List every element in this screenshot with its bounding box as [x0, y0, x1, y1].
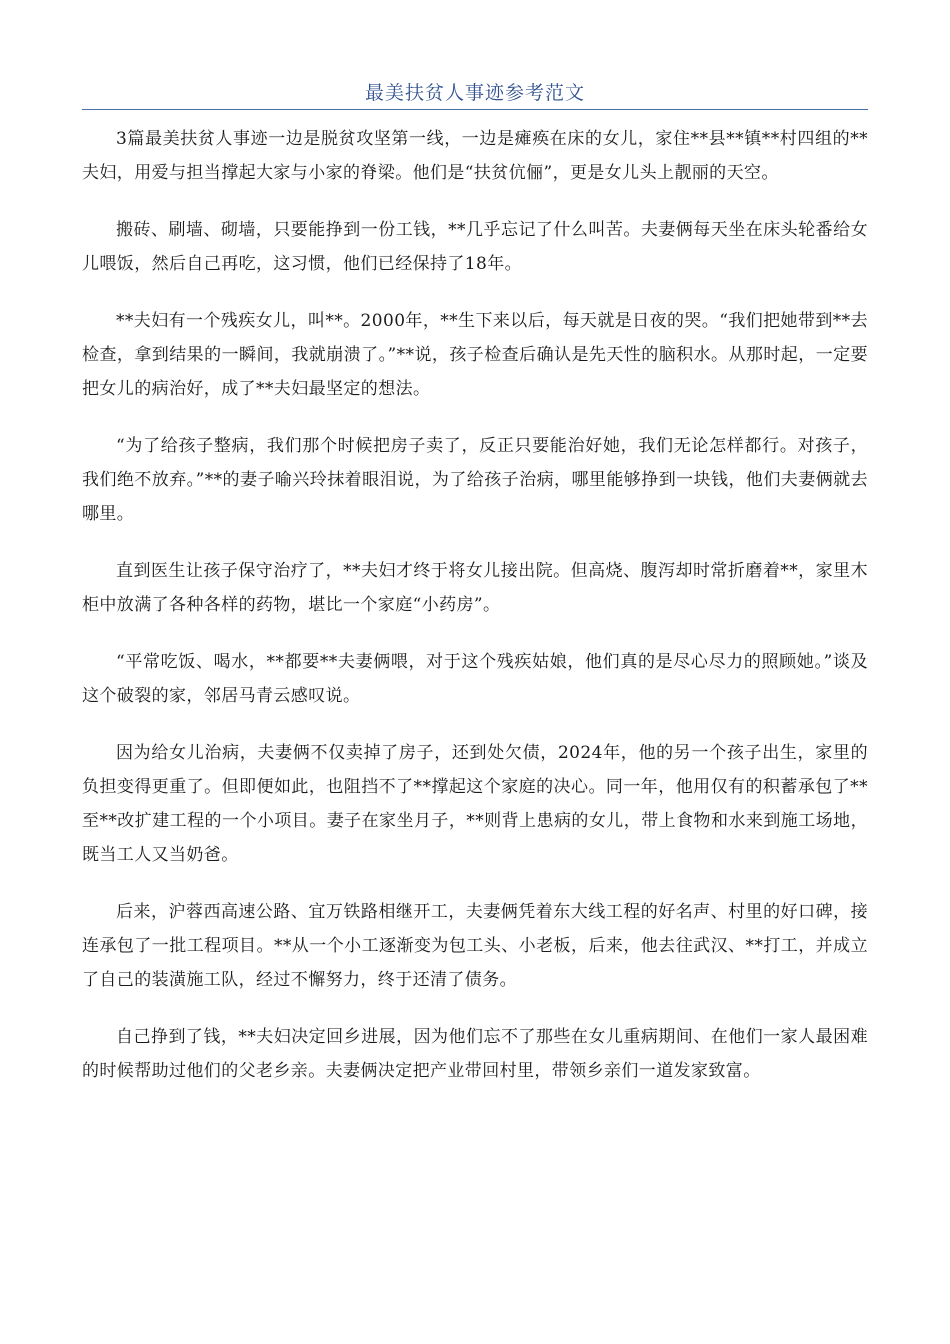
- paragraph-4: “为了给孩子整病，我们那个时候把房子卖了，反正只要能治好她，我们无论怎样都行。对孩子，我们绝不放弃。”**的妻子喻兴玲抹着眼泪说，为了给孩子治病，哪里能够挣到一块钱，他们夫妻俩就去哪里。: [82, 436, 868, 524]
- document-body: [82, 122, 868, 1111]
- paragraph-9: 自己挣到了钱，**夫妇决定回乡进展，因为他们忘不了那些在女儿重病期间、在他们一家人最困难的时候帮助过他们的父老乡亲。夫妻俩决定把产业带回村里，带领乡亲们一道发家致富。: [82, 1027, 868, 1081]
- paragraph-5: 直到医生让孩子保守治疗了，**夫妇才终于将女儿接出院。但高烧、腹泻却时常折磨着**，家里木柜中放满了各种各样的药物，堪比一个家庭“小药房”。: [82, 561, 868, 615]
- paragraph-1: 3篇最美扶贫人事迹一边是脱贫攻坚第一线，一边是瘫痪在床的女儿，家住**县**镇**村四组的**夫妇，用爱与担当撑起大家与小家的脊梁。他们是“扶贫伉俪”，更是女儿头上靓丽的天空。: [82, 129, 868, 183]
- paragraph-2: 搬砖、刷墙、砌墙，只要能挣到一份工钱，**几乎忘记了什么叫苦。夫妻俩每天坐在床头轮番给女儿喂饭，然后自己再吃，这习惯，他们已经保持了18年。: [82, 220, 868, 274]
- paragraph-6: “平常吃饭、喝水，**都要**夫妻俩喂，对于这个残疾姑娘，他们真的是尽心尽力的照顾她。”谈及这个破裂的家，邻居马青云感叹说。: [82, 652, 868, 706]
- paragraph-3: **夫妇有一个残疾女儿，叫**。2000年，**生下来以后，每天就是日夜的哭。“我们把她带到**去检查，拿到结果的一瞬间，我就崩溃了。”**说，孩子检查后确认是先天性的脑积水。从那时起，一定要把女儿的病治好，成了**夫妇最坚定的想法。: [82, 311, 868, 399]
- title-divider: [82, 109, 868, 110]
- document-title: 最美扶贫人事迹参考范文: [364, 82, 585, 104]
- paragraph-8: 后来，沪蓉西高速公路、宜万铁路相继开工，夫妻俩凭着东大线工程的好名声、村里的好口碑，接连承包了一批工程项目。**从一个小工逐渐变为包工头、小老板，后来，他去往武汉、**打工，并成立了自己的装潢施工队，经过不懈努力，终于还清了债务。: [82, 902, 868, 990]
- paragraph-7: 因为给女儿治病，夫妻俩不仅卖掉了房子，还到处欠债，2024年，他的另一个孩子出生，家里的负担变得更重了。但即便如此，也阻挡不了**撑起这个家庭的决心。同一年，他用仅有的积蓄承包了**至**改扩建工程的一个小项目。妻子在家坐月子，**则背上患病的女儿，带上食物和水来到施工场地，既当工人又当奶爸。: [82, 743, 868, 865]
